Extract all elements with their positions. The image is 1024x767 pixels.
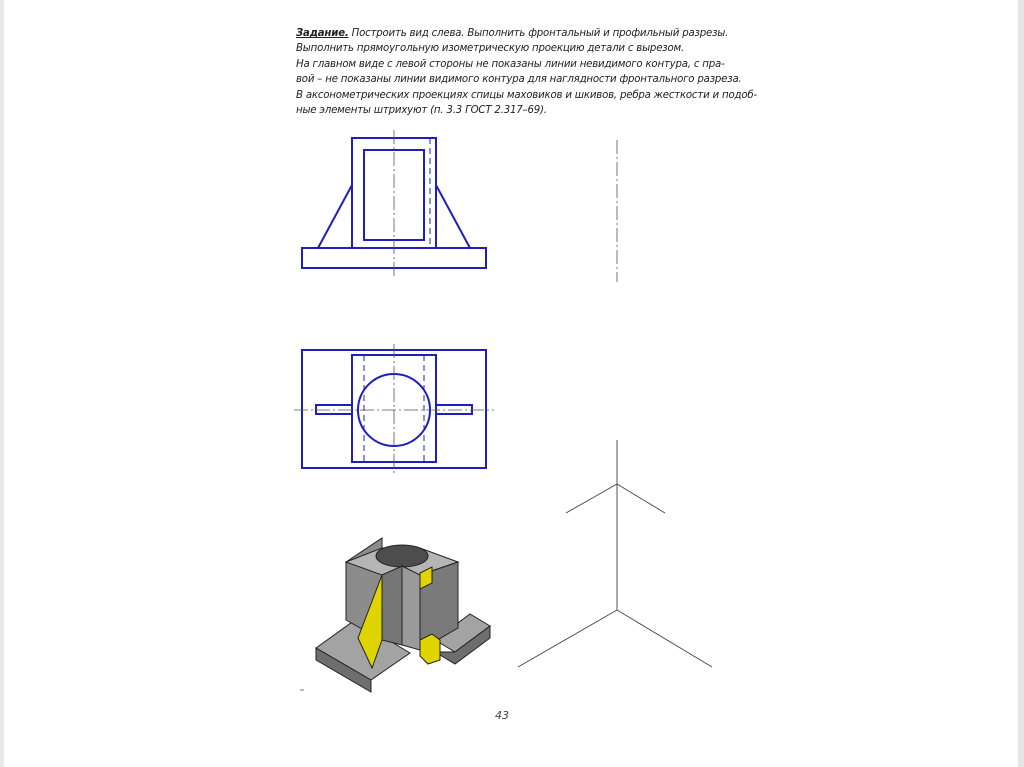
iso-axis-x bbox=[518, 610, 617, 667]
model-hole-opening bbox=[376, 545, 428, 567]
top-view-left-rib bbox=[316, 405, 352, 414]
task-line-4: вой – не показаны линии видимого контура для наглядности фронтального разреза. bbox=[296, 74, 742, 86]
model-bore-inner bbox=[382, 566, 402, 645]
iso-top-right-line bbox=[617, 484, 665, 513]
task-lead: Задание. bbox=[296, 28, 349, 39]
model-bore-wall bbox=[402, 566, 420, 650]
front-view-left-rib bbox=[318, 185, 352, 248]
task-line-6: ные элементы штрихуют (п. 3.3 ГОСТ 2.317–69). bbox=[296, 105, 547, 117]
task-line-5: В аксонометрических проекциях спицы маховиков и шкивов, ребра жесткости и подоб- bbox=[296, 89, 757, 101]
task-line-1-text: Построить вид слева. Выполнить фронтальный и профильный разрезы. bbox=[351, 28, 729, 39]
task-line-3: На главном виде с левой стороны не показаны линии невидимого контура, с пра- bbox=[296, 58, 725, 70]
page-number: 43 bbox=[495, 709, 509, 722]
iso-axis-y bbox=[617, 610, 712, 667]
isometric-model bbox=[316, 538, 490, 692]
model-section-base bbox=[420, 634, 440, 664]
isometric-axes bbox=[518, 440, 712, 667]
iso-top-left-line bbox=[566, 484, 617, 513]
task-line-2: Выполнить прямоугольную изометрическую проекцию детали с вырезом. bbox=[296, 43, 685, 55]
front-view-right-rib bbox=[436, 185, 470, 248]
top-view-right-rib bbox=[436, 405, 472, 414]
